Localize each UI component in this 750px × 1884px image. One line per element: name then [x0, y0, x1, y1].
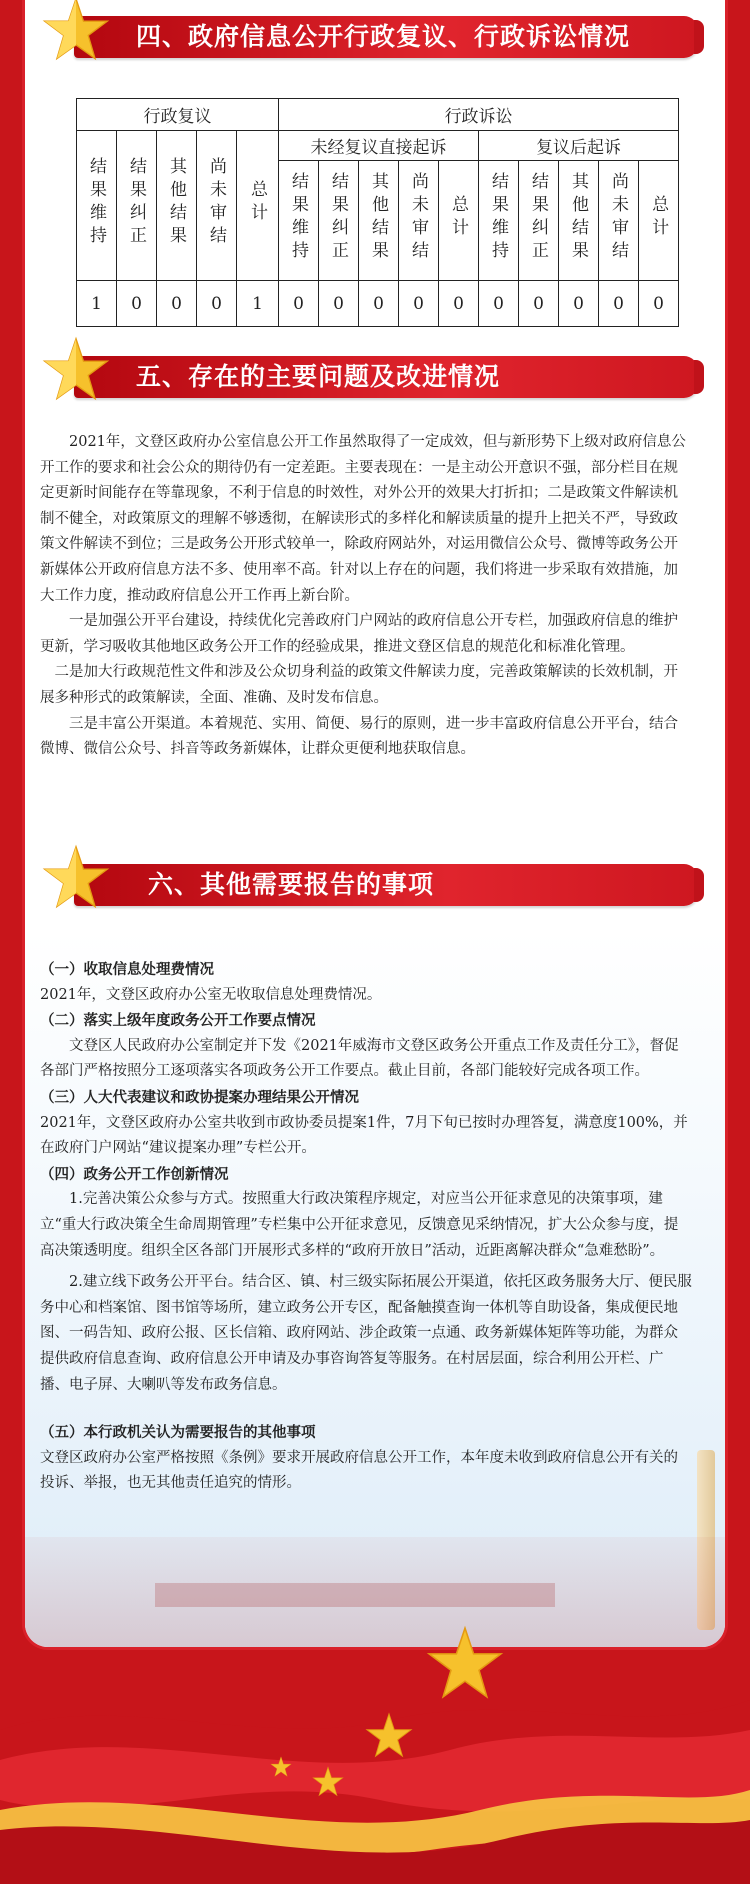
table-cell: 0	[359, 281, 399, 327]
paragraph: 文登区人民政府办公室制定并下发《2021年威海市文登区政务公开重点工作及责任分工》，督促各部门严格按照分工逐项落实各项政务公开工作要点。截止目前，各部门能较好完成各项工作。	[40, 1037, 679, 1080]
paragraph: 一是加强公开平台建设，持续优化完善政府门户网站的政府信息公开专栏，加强政府信息的维护更新，学习吸收其他地区政务公开工作的经验成果，推进文登区信息的规范化和标准化管理。	[40, 613, 678, 655]
other-matters-text	[40, 957, 692, 1497]
tiananmen-background	[25, 1537, 725, 1647]
star-icon	[312, 1766, 344, 1798]
star-icon	[42, 0, 110, 64]
paragraph: 2021年，文登区政府办公室共收到市政协委员提案1件，7月下旬已按时办理答复，满意度100%，并在政府门户网站“建议提案办理”专栏公开。	[40, 1114, 688, 1157]
table-cell: 0	[117, 281, 157, 327]
table-subheader-after: 复议后起诉	[479, 131, 679, 161]
table-col-header: 其他结果	[157, 131, 197, 281]
table-cell: 0	[439, 281, 479, 327]
section-heading-6	[48, 858, 698, 908]
problems-text	[40, 430, 692, 763]
paragraph: 二是加大行政规范性文件和涉及公众切身利益的政策文件解读力度，完善政策解读的长效机制，开展多种形式的政策解读，全面、准确、及时发布信息。	[40, 664, 678, 706]
table-col-header: 尚未审结	[599, 161, 639, 281]
paragraph: 2021年，文登区政府办公室信息公开工作虽然取得了一定成效，但与新形势下上级对政府信息公开工作的要求和社会公众的期待仍有一定差距。主要表现在：一是主动公开意识不强，部分栏目在规定更新时间能存在等靠现象，不利于信息的时效性，对外公开的效果大打折扣；二是政策文件解读机制不健全，对政策原文的理解不够透彻，在解读形式的多样化和解读质量的提升上把关不严，导致政策文件解读不到位；三是政务公开形式较单一，除政府网站外，对运用微信公众号、微博等政务公开新媒体公开政府信息方法不多、使用率不高。针对以上存在的问题，我们将进一步采取有效措施，加大工作力度，推动政府信息公开工作再上新台阶。	[40, 434, 686, 604]
table-cell: 0	[279, 281, 319, 327]
table-col-header: 结果维持	[77, 131, 117, 281]
table-col-header: 其他结果	[559, 161, 599, 281]
table-cell: 0	[319, 281, 359, 327]
table-col-header: 结果维持	[479, 161, 519, 281]
paragraph: 2021年，文登区政府办公室无收取信息处理费情况。	[40, 986, 382, 1003]
table-cell: 1	[237, 281, 279, 327]
table-col-header: 其他结果	[359, 161, 399, 281]
table-col-header: 总计	[237, 131, 279, 281]
section-heading-4	[48, 10, 698, 60]
table-col-header: 尚未审结	[399, 161, 439, 281]
table-cell: 0	[479, 281, 519, 327]
table-col-header: 结果纠正	[319, 161, 359, 281]
review-litigation-table	[76, 98, 679, 327]
paragraph: 1.完善决策公众参与方式。按照重大行政决策程序规定，对应当公开征求意见的决策事项，建立“重大行政决策全生命周期管理”专栏集中公开征求意见，反馈意见采纳情况，扩大公众参与度，提高决策透明度。组织全区各部门开展形式多样的“政府开放日”活动，近距离解决群众“急难愁盼”。	[40, 1191, 679, 1259]
paragraph: 2.建立线下政务公开平台。结合区、镇、村三级实际拓展公开渠道，依托区政务服务大厅、便民服务中心和档案馆、图书馆等场所，建立政务公开专区，配备触摸查询一体机等自助设备，集成便民地图、一码告知、政府公报、区长信箱、政府网站、涉企政策一点通、政务新媒体矩阵等功能，为群众提供政府信息查询、政府信息公开申请及办事咨询答复等服务。在村居层面，综合利用公开栏、广播、电子屏、大喇叭等发布政务信息。	[40, 1274, 692, 1393]
footer-ribbon-decoration	[0, 1680, 750, 1884]
subsection-heading: （三）人大代表建议和政协提案办理结果公开情况	[40, 1088, 359, 1106]
star-icon	[426, 1625, 504, 1703]
table-header-litigation: 行政诉讼	[279, 99, 679, 131]
star-icon	[270, 1756, 292, 1778]
star-icon	[42, 844, 110, 912]
star-icon	[42, 336, 110, 404]
subsection-heading: （二）落实上级年度政务公开工作要点情况	[40, 1012, 316, 1030]
table-cell: 0	[519, 281, 559, 327]
table-col-header: 总计	[639, 161, 679, 281]
subsection-heading: （四）政务公开工作创新情况	[40, 1165, 229, 1183]
table-subheader-direct: 未经复议直接起诉	[279, 131, 479, 161]
section-title: 五、存在的主要问题及改进情况	[136, 362, 501, 391]
table-col-header: 结果维持	[279, 161, 319, 281]
table-cell: 0	[639, 281, 679, 327]
paragraph: 三是丰富公开渠道。本着规范、实用、简便、易行的原则，进一步丰富政府信息公开平台，结合微博、微信公众号、抖音等政务新媒体，让群众更便利地获取信息。	[40, 715, 678, 758]
table-col-header: 结果纠正	[117, 131, 157, 281]
section-title: 六、其他需要报告的事项	[148, 870, 435, 899]
table-cell: 0	[399, 281, 439, 327]
table-col-header: 结果纠正	[519, 161, 559, 281]
section-title: 四、政府信息公开行政复议、行政诉讼情况	[136, 22, 631, 51]
table-col-header: 尚未审结	[197, 131, 237, 281]
star-icon	[365, 1712, 413, 1760]
table-cell: 1	[77, 281, 117, 327]
table-col-header: 总计	[439, 161, 479, 281]
table-header-review: 行政复议	[77, 99, 279, 131]
table-cell: 0	[197, 281, 237, 327]
subsection-heading: （一）收取信息处理费情况	[40, 961, 214, 978]
table-cell: 0	[559, 281, 599, 327]
paragraph: 文登区政府办公室严格按照《条例》要求开展政府信息公开工作，本年度未收到政府信息公开有关的投诉、举报，也无其他责任追究的情形。	[40, 1449, 678, 1492]
table-cell: 0	[599, 281, 639, 327]
section-heading-5	[48, 350, 698, 400]
subsection-heading: （五）本行政机关认为需要报告的其他事项	[40, 1424, 316, 1442]
table-cell: 0	[157, 281, 197, 327]
